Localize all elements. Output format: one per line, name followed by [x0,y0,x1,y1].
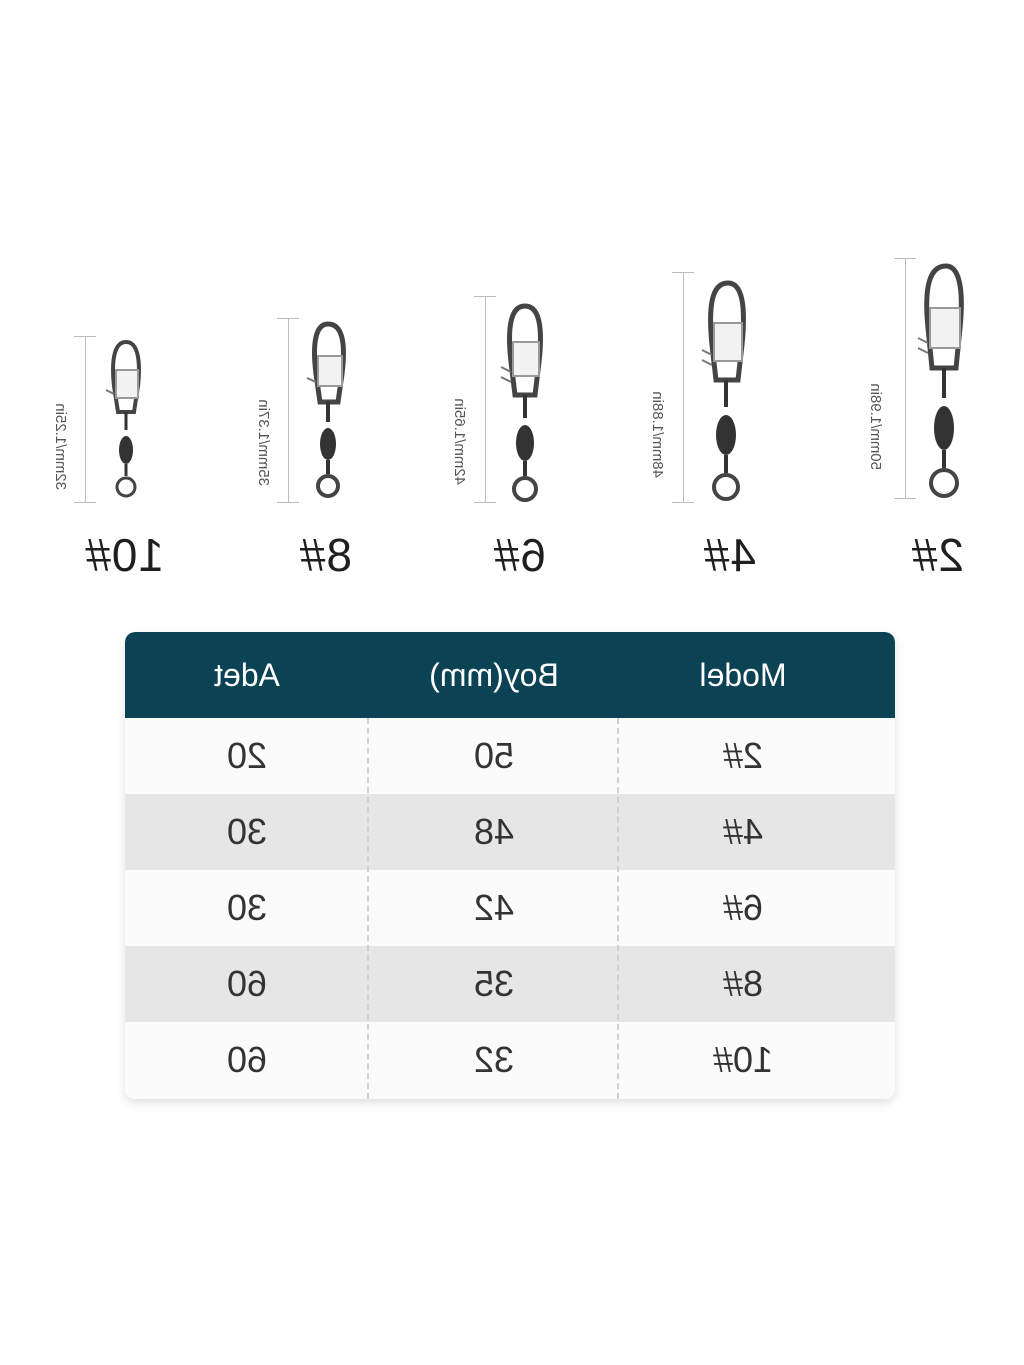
swivel-snap-icon [489,300,559,510]
dimension-text: 48mm/1.88in [649,391,666,478]
swivel-snap-icon [96,336,156,506]
size-label: 10# [84,529,164,581]
cell-model: 2# [722,735,764,776]
swivel-size-lineup [0,0,1024,600]
dimension-text: 32mm/1.25in [52,403,69,490]
dimension-text: 42mm/1.65in [451,398,468,485]
size-label: 6# [492,529,546,581]
table-row [125,1022,895,1099]
size-label: 4# [702,529,756,581]
cell-quantity: 30 [226,887,268,928]
cell-length: 48 [473,811,515,852]
cell-model: 4# [722,811,764,852]
column-divider [367,718,369,1099]
swivel-snap-icon [904,258,984,503]
cell-length: 50 [473,735,515,776]
cell-quantity: 60 [226,1039,268,1080]
column-divider [617,718,619,1099]
header-length: Boy(mm) [429,657,559,693]
cell-length: 42 [473,887,515,928]
table-row [125,718,895,794]
cell-quantity: 60 [226,963,268,1004]
table-row [125,794,895,870]
table-body [125,718,895,1099]
size-label: 8# [298,529,352,581]
cell-model: 10# [712,1039,774,1080]
cell-length: 32 [473,1039,515,1080]
size-label: 2# [910,529,964,581]
cell-quantity: 20 [226,735,268,776]
cell-quantity: 30 [226,811,268,852]
table-row [125,946,895,1022]
header-quantity: Adet [214,657,280,693]
cell-model: 6# [722,887,764,928]
dimension-text: 50mm/1.98in [867,383,884,470]
table-header [125,632,895,718]
swivel-snap-icon [292,318,362,508]
cell-length: 35 [473,963,515,1004]
cell-model: 8# [722,963,764,1004]
size-table [125,632,895,1099]
table-row [125,870,895,946]
header-model: Model [699,657,787,693]
swivel-snap-icon [686,275,766,510]
dimension-text: 35mm/1.37in [255,399,272,486]
